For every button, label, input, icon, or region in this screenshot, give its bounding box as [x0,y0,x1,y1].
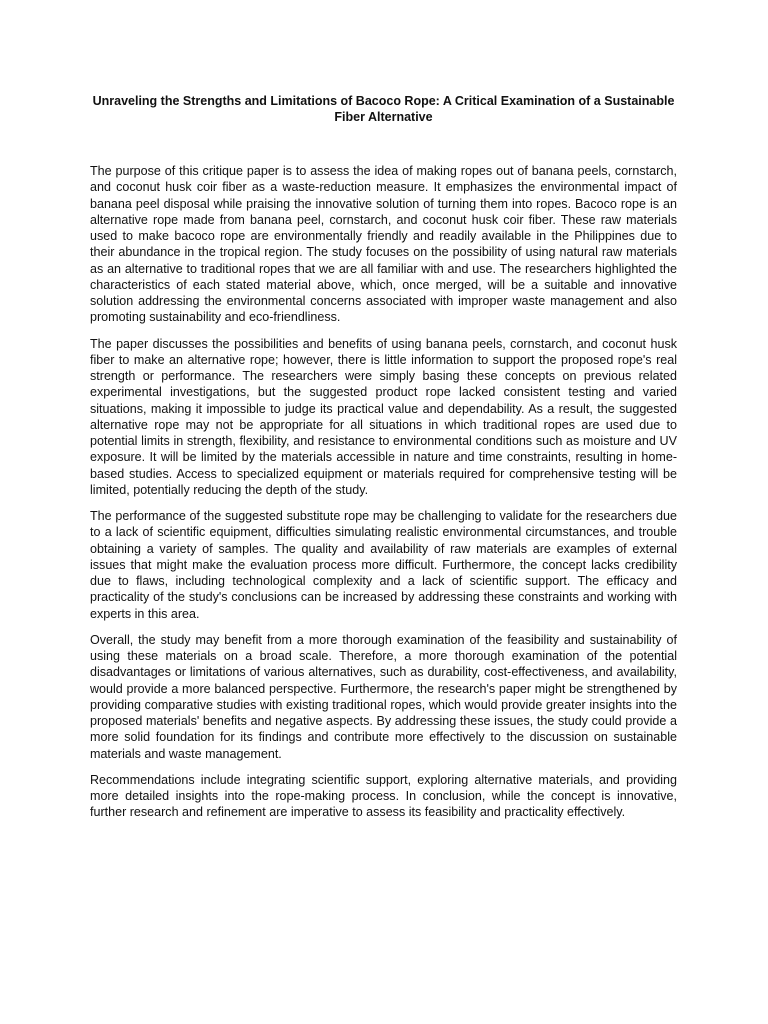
paragraph-4: Overall, the study may benefit from a more thorough examination of the feasibility and sustainability of using these materials on a broad scale. Therefore, a more thorough examination of the potential disadvantages or limitations of various alternatives, such as durability, cost-effectiveness, and availability, would provide a more balanced perspective. Furthermore, the research's paper might be strengthened by providing comparative studies with existing traditional ropes, which would provide greater insights into the proposed materials' benefits and negative aspects. By addressing these issues, the study could provide a more solid foundation for its findings and contribute more effectively to the discussion on sustainable materials and waste management. [90,632,677,761]
paragraph-3: The performance of the suggested substitute rope may be challenging to validate for the researchers due to a lack of scientific equipment, difficulties simulating realistic environmental circumstances, and trouble obtaining a variety of samples. The quality and availability of raw materials are examples of external issues that might make the evaluation process more difficult. Furthermore, the concept lacks credibility due to flaws, including technological complexity and a lack of scientific support. The efficacy and practicality of the study's conclusions can be increased by addressing these constraints and working with experts in this area. [90,509,677,621]
paragraph-5: Recommendations include integrating scientific support, exploring alternative materials, and providing more detailed insights into the rope-making process. In conclusion, while the concept is innovative, further research and refinement are imperative to assess its feasibility and practicality effectively. [90,772,677,820]
document-title: Unraveling the Strengths and Limitations of Bacoco Rope: A Critical Examination of a Sustainable Fiber Alternative [92,94,675,124]
document-page [90,93,677,831]
paragraph-2: The paper discusses the possibilities and benefits of using banana peels, cornstarch, and coconut husk fiber to make an alternative rope; however, there is little information to support the proposed rope's real strength or performance. The researchers were simply basing these concepts on previous related experimental investigations, but the suggested product rope lacked consistent testing and varied situations, making it impossible to judge its practical value and dependability. As a result, the suggested alternative rope may not be appropriate for all situations in which traditional ropes are used due to potential limits in strength, flexibility, and resistance to environmental conditions such as moisture and UV exposure. It will be limited by the materials accessible in nature and time constraints, resulting in home-based studies. Access to specialized equipment or materials required for comprehensive testing will be limited, potentially reducing the depth of the study. [90,336,677,497]
paragraph-1: The purpose of this critique paper is to assess the idea of making ropes out of banana peels, cornstarch, and coconut husk coir fiber as a waste-reduction measure. It emphasizes the environmental impact of banana peel disposal while praising the innovative solution of turning them into ropes. Bacoco rope is an alternative rope made from banana peel, cornstarch, and coconut husk coir fiber. These raw materials used to make bacoco rope are environmentally friendly and readily available in the Philippines due to their abundance in the tropical region. The study focuses on the possibility of using natural raw materials as an alternative to traditional ropes that we are all familiar with and use. The researchers highlighted the characteristics of each stated material above, which, once merged, will be a suitable and innovative solution addressing the environmental concerns associated with improper waste management and also promoting sustainability and eco-friendliness. [90,164,677,325]
